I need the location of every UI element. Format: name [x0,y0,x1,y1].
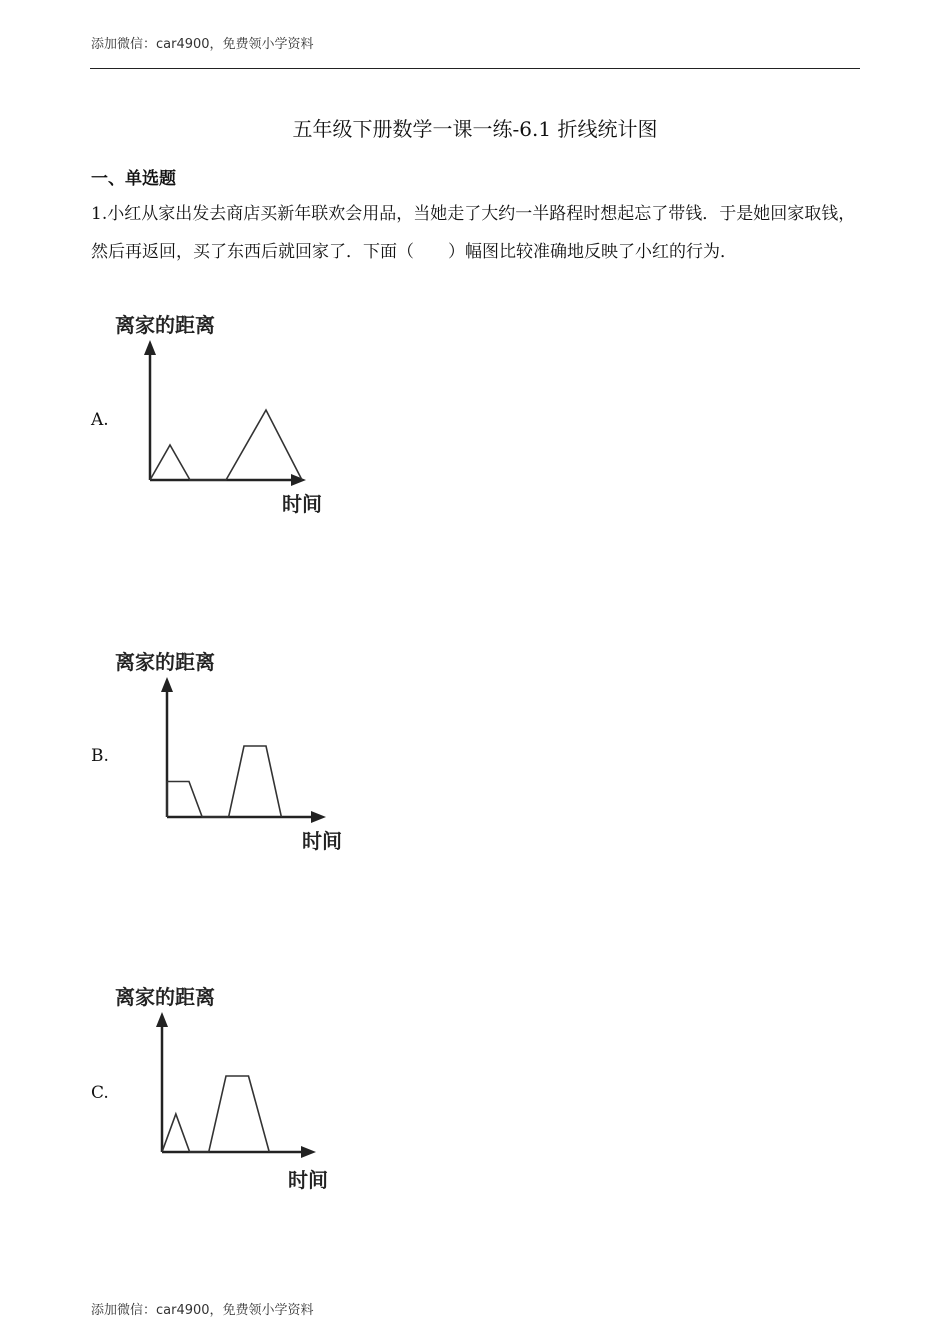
option-a-chart [110,305,350,525]
option-c-letter[interactable]: C. [91,1083,109,1103]
option-b-chart [110,640,360,860]
option-c-y-label: 离家的距离 [115,985,215,1009]
option-b-distance-line [167,746,281,817]
option-b-graph [110,640,360,860]
question-text: 小红从家出发去商店买新年联欢会用品，当她走了大约一半路程时想起忘了带钱．于是她回家取钱，然后再返回，买了东西后就回家了．下面（ ）幅图比较准确地反映了小红的行为． [91,204,856,262]
option-b-y-label: 离家的距离 [115,650,215,674]
option-a-y-arrow [144,340,156,355]
option-c-x-label: 时间 [288,1168,328,1192]
option-c-y-arrow [156,1012,168,1027]
option-b-letter[interactable]: B. [91,746,109,766]
option-a-x-label: 时间 [282,492,322,516]
question-number: 1. [91,204,108,224]
option-a-x-arrow [291,474,306,486]
option-a-graph [110,305,350,525]
section-heading: 一、单选题 [91,169,176,189]
option-b-x-label: 时间 [302,829,342,853]
option-c-chart [110,975,350,1200]
option-c-x-arrow [301,1146,316,1158]
footer-note: 添加微信：car4900，免费领小学资料 [91,1303,314,1318]
option-a-y-label: 离家的距离 [115,313,215,337]
question-1 [91,196,859,271]
header-note: 添加微信：car4900，免费领小学资料 [91,37,314,52]
option-a-distance-line [150,410,302,480]
option-a-letter[interactable]: A. [91,410,109,430]
page-title: 五年级下册数学一课一练-6.1 折线统计图 [292,117,658,141]
option-c-graph [110,975,350,1200]
option-b-y-arrow [161,677,173,692]
option-b-x-arrow [311,811,326,823]
option-c-distance-line [162,1076,269,1152]
header-divider [90,68,860,69]
